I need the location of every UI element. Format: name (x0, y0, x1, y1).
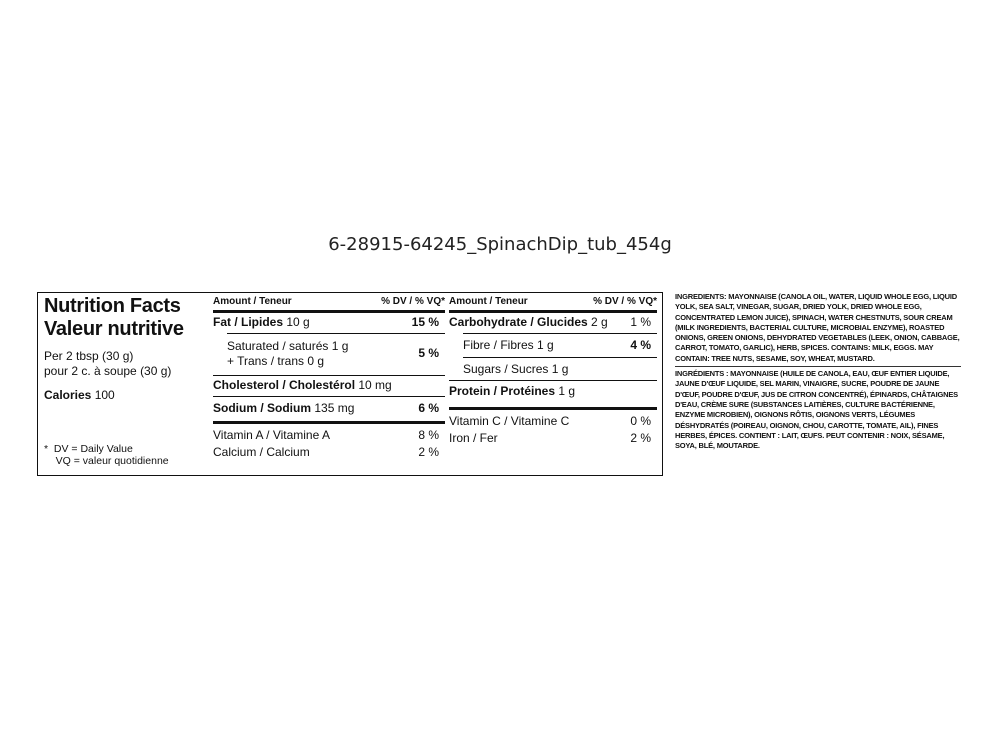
carbohydrate-row (449, 313, 657, 333)
dv-note-fr: VQ = valeur quotidienne (44, 455, 169, 467)
ingredients-en: INGREDIENTS: MAYONNAISE (CANOLA OIL, WATER, LIQUID WHOLE EGG, LIQUID YOLK, SEA SALT, VINEGAR, SUGAR, DRIED YOLK, DRIED WHOLE EGG, CONCENTRATED LEMON JUICE), SPINACH, WATER CHESTNUTS, SOUR CREAM (MILK INGREDIENTS, BACTERIAL CULTURE, MICROBIAL ENZYME), ROASTED ONIONS, GREEN ONIONS, DEHYDRATED VEGETABLES (LEEK, ONION, CABBAGE, CARROT, TOMATO, GARLIC), HERB, SPICES. CONTAINS: MILK, EGGS. MAY CONTAIN: TREE NUTS, SESAME, SOY, WHEAT, MUSTARD. (675, 292, 960, 363)
header-dv: % DV / % VQ* (381, 296, 445, 307)
fat-amount: 10 g (286, 315, 310, 329)
sugars-label: Sugars / Sucres 1 g (463, 362, 569, 376)
fibre-row (449, 334, 657, 357)
protein-label: Protein / Protéines (449, 384, 556, 398)
ingredients-fr: INGRÉDIENTS : MAYONNAISE (HUILE DE CANOLA, EAU, ŒUF ENTIER LIQUIDE, JAUNE D'ŒUF LIQUIDE, SEL MARIN, VINAIGRE, SUCRE, POUDRE DE JAUNE D'ŒUF, POUDRE D'ŒUF, JUS DE CITRON CONCENTRÉ), ÉPINARDS, CHÂTAIGNES D'EAU, CRÈME SURE (SUBSTANCES LAITIÈRES, CULTURE BACTÉRIENNE, ENZYME MICROBIEN), OIGNONS RÔTIS, OIGNONS VERTS, LÉGUMES DÉSHYDRATÉS (POIREAU, OIGNON, CHOU, CAROTTE, TOMATE, AIL), FINES HERBES, ÉPICES. CONTIENT : LAIT, ŒUFS. PEUT CONTENIR : NOIX, SÉSAME, SOYA, BLÉ, MOUTARDE. (675, 366, 961, 451)
sodium-amount: 135 mg (314, 401, 355, 415)
calcium-dv: 2 % (418, 445, 439, 459)
sodium-row (213, 397, 445, 421)
protein-row (449, 381, 657, 404)
cholesterol-amount: 10 mg (358, 378, 392, 392)
column-header (213, 296, 445, 310)
calcium-row (213, 443, 445, 460)
ingredients-block (675, 292, 965, 451)
column-header (449, 296, 657, 310)
trans-label: + Trans / trans 0 g (227, 354, 325, 368)
calcium-label: Calcium / Calcium (213, 445, 310, 459)
dv-note-en: * DV = Daily Value (44, 443, 133, 455)
saturated-label: Saturated / saturés 1 g (227, 339, 349, 353)
file-title: 6-28915-64245_SpinachDip_tub_454g (328, 234, 672, 255)
vitamin-c-row (449, 410, 657, 429)
header-amount: Amount / Teneur (449, 296, 528, 307)
cholesterol-label: Cholesterol / Cholestérol (213, 378, 356, 392)
iron-dv: 2 % (630, 431, 651, 445)
saturated-trans-row (213, 334, 445, 375)
carbohydrate-amount: 2 g (591, 315, 608, 329)
sodium-dv: 6 % (418, 401, 439, 415)
cholesterol-row (213, 376, 445, 396)
fat-dv: 15 % (411, 315, 439, 329)
fibre-dv: 4 % (630, 338, 651, 352)
nutrient-column-right (449, 296, 657, 446)
nutrition-left-panel (44, 295, 210, 402)
title-en: Nutrition Facts (44, 295, 181, 317)
sodium-label: Sodium / Sodium (213, 401, 311, 415)
protein-amount: 1 g (558, 384, 576, 398)
iron-label: Iron / Fer (449, 431, 498, 445)
nutrition-facts-table (37, 292, 663, 476)
calories-row (44, 388, 210, 402)
serving-size-fr: pour 2 c. à soupe (30 g) (44, 364, 172, 378)
nutrient-column-left (213, 296, 445, 460)
fibre-label: Fibre / Fibres 1 g (463, 338, 554, 352)
sat-trans-dv: 5 % (418, 346, 439, 360)
iron-row (449, 429, 657, 446)
vitamin-c-dv: 0 % (630, 414, 651, 428)
vitamin-c-label: Vitamin C / Vitamine C (449, 414, 570, 428)
sugars-row (449, 358, 657, 380)
header-dv: % DV / % VQ* (593, 296, 657, 307)
vitamin-a-dv: 8 % (418, 428, 439, 442)
carbohydrate-label: Carbohydrate / Glucides (449, 315, 588, 329)
fat-label: Fat / Lipides (213, 315, 284, 329)
vitamin-a-row (213, 424, 445, 443)
calories-label: Calories (44, 388, 92, 402)
vitamin-a-label: Vitamin A / Vitamine A (213, 428, 330, 442)
carbohydrate-dv: 1 % (630, 315, 651, 329)
calories-value: 100 (94, 388, 115, 402)
title-fr: Valeur nutritive (44, 318, 184, 340)
header-amount: Amount / Teneur (213, 296, 292, 307)
fat-row (213, 313, 445, 333)
serving-size-en: Per 2 tbsp (30 g) (44, 349, 134, 363)
dv-footnote (44, 443, 169, 467)
